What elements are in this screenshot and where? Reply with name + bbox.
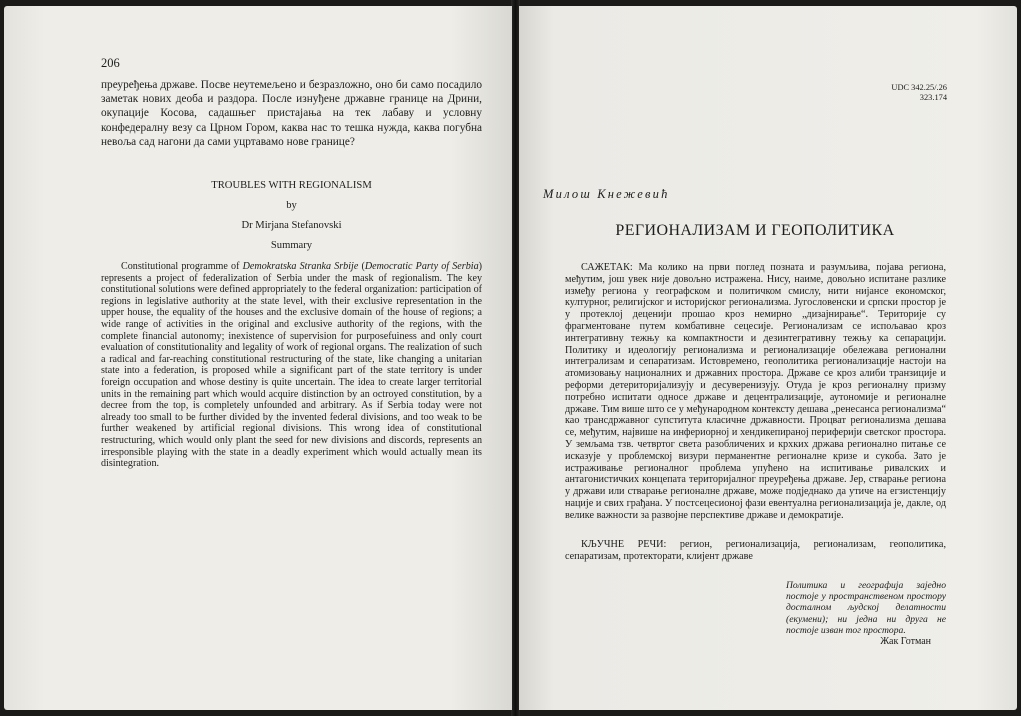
epigraph: Политика и географија заједно постоје у пространственом простору досталном људској делатности (екумени); ни једна ни друга не постоје изван тог простора.	[786, 580, 946, 636]
summary-author: Dr Mirjana Stefanovski	[241, 220, 342, 231]
article-author: Милош Кнежевић	[543, 187, 670, 201]
udc-line: UDC 342.25/.26	[891, 83, 947, 92]
summary-text-intro: Constitutional programme of	[121, 261, 243, 272]
summary-title: TROUBLES WITH REGIONALISM	[211, 180, 372, 191]
closing-paragraph: преуређења државе. Посве неутемељено и безразложно, оно би само посадило заметак нових деоба и раздора. После изнуђене државне границе на Дрини, окупације Косова, садашњег пристајања на тек лабаву и условну конфедералну везу са Црном Гором, каква нас то тешка нужда, каква погубна невоља сад нагони да сами уцртавамо нове границе?	[101, 79, 482, 148]
summary-by: by	[286, 200, 297, 211]
summary-label: Summary	[270, 240, 313, 251]
summary-text	[101, 261, 482, 470]
summary-party-name-english: Democratic Party of Serbia	[364, 261, 479, 272]
epigraph-author: Жак Готман	[880, 636, 931, 647]
summary-text-body: ) represents a project of federalization of Serbia under the mask of regionalism. The key constitutional solutions were defined appropriately to the federal organization: participation of regions in legislative authority at the state level, with their exclusive representation in the upper house, the equality of the houses and the exclusive domain of the house of regions; a wide range of activities in the original and exclusive authority of the regions, with the complete financial autonomy; inexistence of supervision for purposefuiness and only court evaluation of constitutionality and legality of work of regional organs. The realization of such a radical and far-reaching constitutional restructuring of the state, like changing a unitarian state into a federation, is proposed while a significant part of the state territory is under foreign occupation and whose destiny is quite uncertain. The idea to create larger territorial units in the remaining part which would acquire distinction by an octroyed constitution, by a decree from the top, is completely unfounded and arbitrary. As if Serbia today were not already too small to be further divided by the invented federal divisions, and too weak to be further weakened by artificial regional divisions. This wrong idea of constitutional restructuring, which would only plant the seed for new divisions and discords, represents an irresponsible playing with the state in a deadly experiment which would actually mean its disintegration.	[101, 261, 483, 470]
keywords: КЉУЧНЕ РЕЧИ: регион, регионализација, регионализам, геополитика, сепаратизам, протекторати, клијент државе	[565, 539, 946, 562]
page-number: 206	[101, 56, 120, 70]
summary-text-paren: (	[358, 261, 365, 272]
udc-line: 323.174	[919, 92, 947, 102]
article-title: РЕГИОНАЛИЗАМ И ГЕОПОЛИТИКА	[615, 222, 895, 239]
abstract: САЖЕТАК: Ма колико на први поглед позната и разумљива, појава региона, међутим, још увек није довољно истражена. Нису, наиме, довољно испитане разлике између региона у географском и политичком смислу, нити нијансе економског, културног, религијског и историјског регионализма. Југословенски и српски простор је у протеклој деценији прошао кроз немирно „дизајнирање“. Територије су фрагментоване путем комбативне сецесије. Регионализам се испољавао кроз интегративну тежњу ка компактности и дезинтегративну тежњу ка сепарацији. Политику и идеологију регионализма и регионализације обележава регионални интегрализам и сепаратизам. Истовремено, геополитика регионализације настоји на атомизовању националних и државних простора. Државе се кроз алиби транзиције и реформи детериторијализују и десуверенизују. Отуда је кроз регионалну призму потребно испитати односе државе и децентрализације, аутономије и регионалне државе. Тим више што се у међународном контексту дешава „ренесанса регионализма“ као трансдржавног супститута класичне државности. Процват регионализма дешава се, међутим, највише на инфериорној и хендикепираној периферији светског простора. У земљама тзв. четвртог света разобличених и крхких држава регионално питање се исказује у проблемској визури перманентне регионалне кризе и сукоба. Зато је истраживање регионалног проблема упућено на испитивање ривалских и антагонистичких концепата територијалног преуређења државе. Јер, стварање региона у држави или стварање регионалне државе, може подједнако да утиче на егзистенцију нације и свих грађана. У постсецесионој фази евентуална регионализација је, дакле, од велике важности за развојне перспективе државе и демократије.	[565, 262, 946, 521]
summary-party-name: Demokratska Stranka Srbije	[242, 261, 359, 272]
udc-code	[851, 83, 947, 103]
